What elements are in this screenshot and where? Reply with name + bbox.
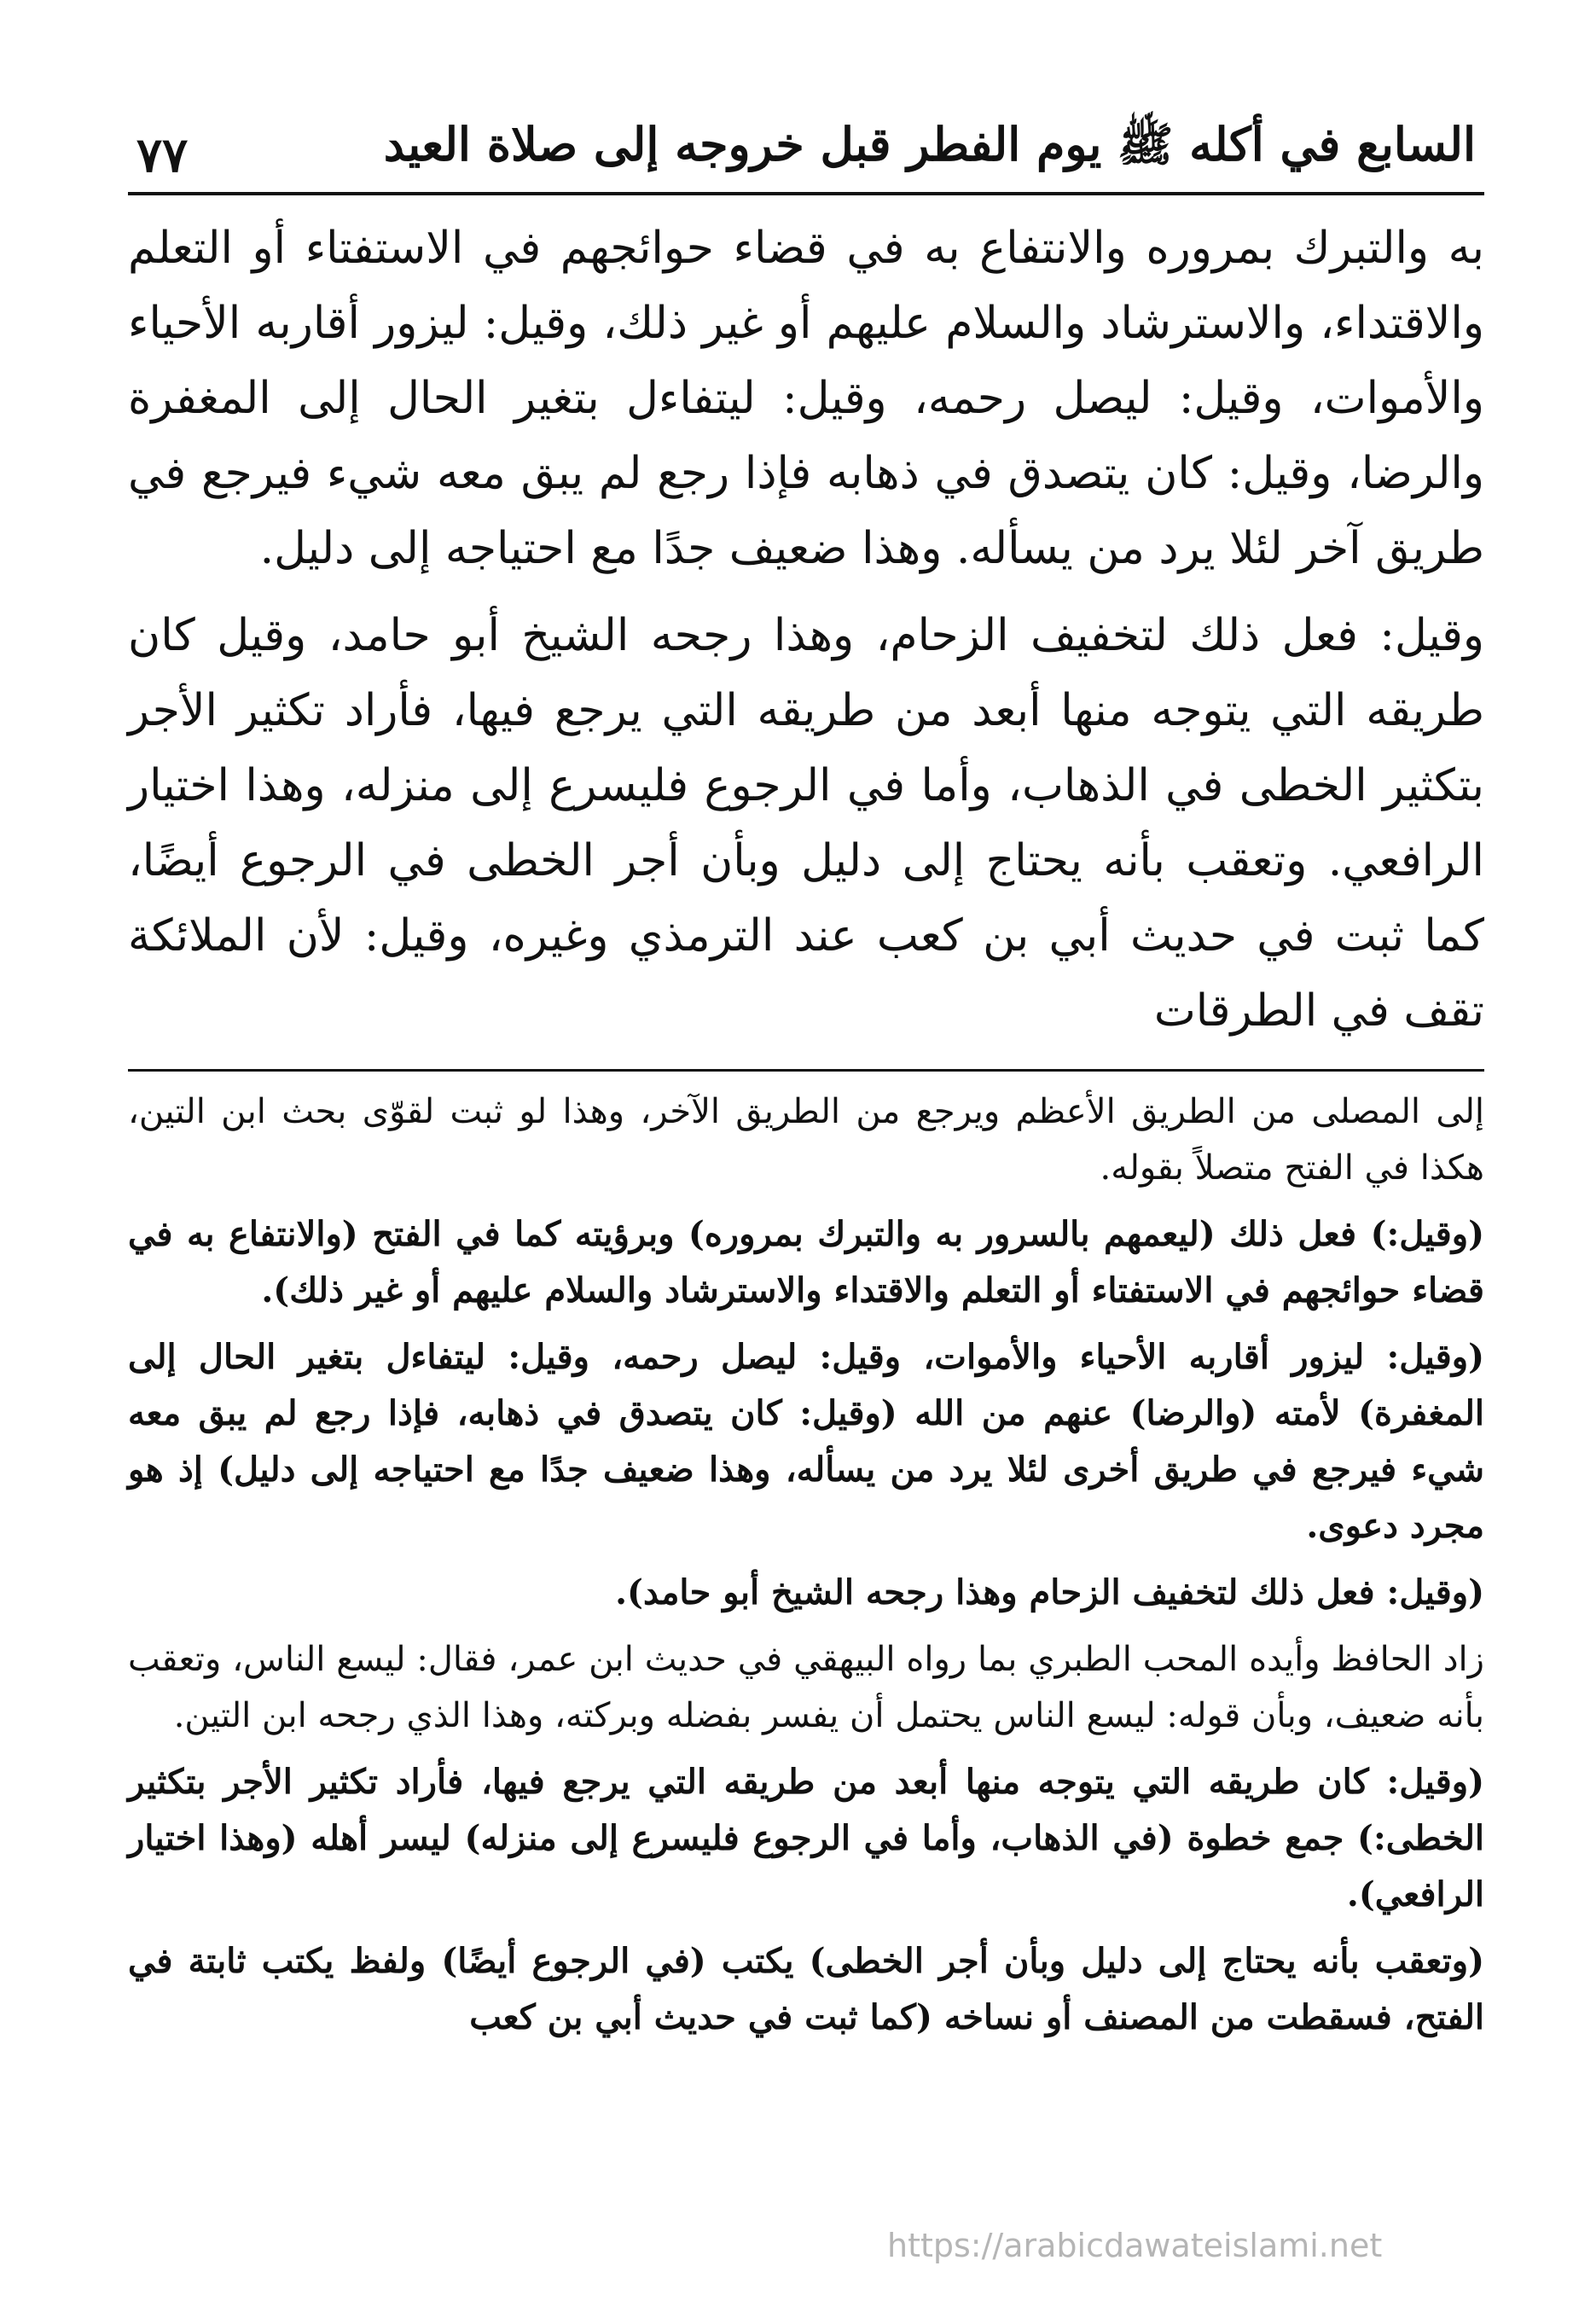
watermark-url: https://arabicdawateislami.net bbox=[887, 2227, 1383, 2264]
commentary-paragraph: (وقيل: فعل ذلك لتخفيف الزحام وهذا رجحه الشيخ أبو حامد). bbox=[615, 1572, 1484, 1612]
running-header bbox=[128, 102, 1484, 195]
commentary-paragraph: (وقيل:) فعل ذلك (ليعمهم بالسرور به والتبرك بمروره) وبرؤيته كما في الفتح (والانتفاع به في قضاء حوائجهم في الاستفتاء أو التعلم والاقتداء والاسترشاد والسلام عليهم أو غير ذلك). bbox=[128, 1214, 1484, 1310]
main-text bbox=[128, 211, 1484, 1049]
body-paragraph: به والتبرك بمروره والانتفاع به في قضاء حوائجهم في الاستفتاء أو التعلم والاقتداء، والاسترشاد والسلام عليهم أو غير ذلك، وقيل: ليزور أقاربه الأحياء والأموات، وقيل: ليصل رحمه، وقيل: ليتفاءل بتغير الحال إلى المغفرة والرضا، وقيل: كان يتصدق في ذهابه فإذا رجع لم يبق معه شيء فيرجع في طريق آخر لئلا يرد من يسأله. وهذا ضعيف جدًا مع احتياجه إلى دليل. bbox=[128, 223, 1484, 574]
header-title: السابع في أكله ﷺ يوم الفطر قبل خروجه إلى صلاة العيد bbox=[383, 117, 1476, 171]
footnote-divider bbox=[128, 1069, 1484, 1072]
commentary-paragraph: زاد الحافظ وأيده المحب الطبري بما رواه البيهقي في حديث ابن عمر، فقال: ليسع الناس، وتعقب بأنه ضعيف، وبأن قوله: ليسع الناس يحتمل أن يفسر بفضله وبركته، وهذا الذي رجحه ابن التين. bbox=[128, 1640, 1484, 1735]
commentary-section bbox=[128, 1084, 1484, 2046]
body-paragraph: وقيل: فعل ذلك لتخفيف الزحام، وهذا رجحه الشيخ أبو حامد، وقيل كان طريقه التي يتوجه منها أبعد من طريقه التي يرجع فيها، فأراد تكثير الأجر بتكثير الخطى في الذهاب، وأما في الرجوع فليسرع إلى منزله، وهذا اختيار الرافعي. وتعقب بأنه يحتاج إلى دليل وبأن أجر الخطى في الرجوع أيضًا، كما ثبت في حديث أبي بن كعب عند الترمذي وغيره، وقيل: لأن الملائكة تقف في الطرقات bbox=[128, 610, 1484, 1037]
commentary-paragraph: (وقيل: ليزور أقاربه الأحياء والأموات، وقيل: ليصل رحمه، وقيل: ليتفاءل بتغير الحال إلى المغفرة) لأمته (والرضا) عنهم من الله (وقيل: كان يتصدق في ذهابه، فإذا رجع لم يبق معه شيء فيرجع في طريق أخرى لئلا يرد من يسأله، وهذا ضعيف جدًا مع احتياجه إلى دليل) إذ هو مجرد دعوى. bbox=[128, 1337, 1484, 1546]
document-page bbox=[128, 102, 1484, 2056]
page-number: ٧٧ bbox=[136, 127, 189, 183]
commentary-paragraph: (وقيل: كان طريقه التي يتوجه منها أبعد من طريقه التي يرجع فيها، فأراد تكثير الأجر بتكثير الخطى:) جمع خطوة (في الذهاب، وأما في الرجوع فليسرع إلى منزله) ليسر أهله (وهذا اختيار الرافعي). bbox=[128, 1762, 1484, 1914]
commentary-paragraph: (وتعقب بأنه يحتاج إلى دليل وبأن أجر الخطى) يكتب (في الرجوع أيضًا) ولفظ يكتب ثابتة في الفتح، فسقطت من المصنف أو نساخه (كما ثبت في حديث أبي بن كعب bbox=[128, 1941, 1484, 2037]
commentary-paragraph: إلى المصلى من الطريق الأعظم ويرجع من الطريق الآخر، وهذا لو ثبت لقوّى بحث ابن التين، هكذا في الفتح متصلاً بقوله. bbox=[128, 1092, 1484, 1188]
